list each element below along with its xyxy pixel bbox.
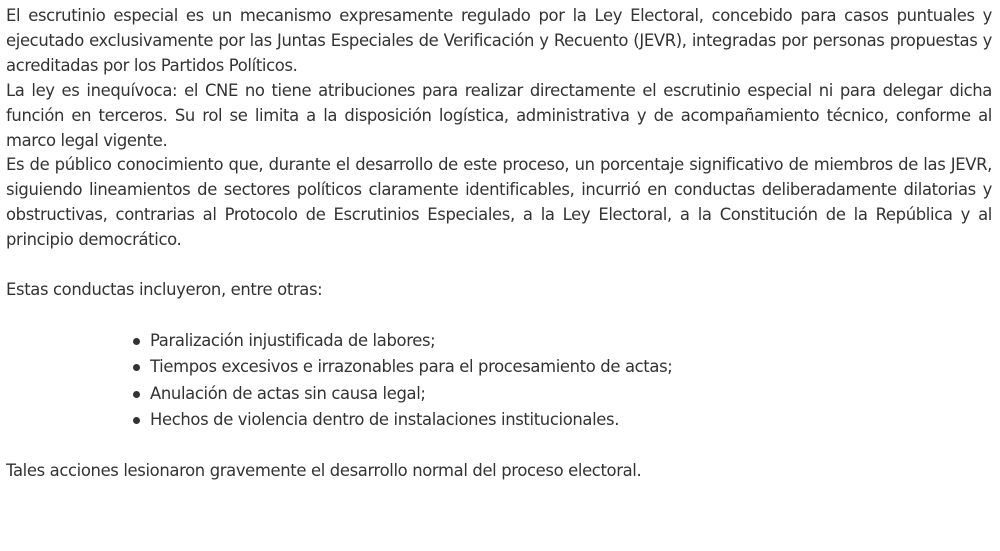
bullet-icon [133, 338, 140, 345]
bullet-icon [133, 417, 140, 424]
paragraph-spacer [6, 253, 992, 278]
list-item-text: Tiempos excesivos e irrazonables para el procesamiento de actas; [150, 357, 673, 377]
list-item [130, 381, 992, 408]
paragraph-spacer [6, 434, 992, 459]
paragraph-spacer [6, 303, 992, 328]
document-body [6, 4, 992, 484]
bullet-icon [133, 391, 140, 398]
paragraph-escrutinio-especial: El escrutinio especial es un mecanismo expresamente regulado por la Ley Electoral, concebido para casos puntuales y ejecutado exclusivamente por las Juntas Especiales de Verificación y Recuento (JEVR), integradas por personas propuestas y acreditadas por los Partidos Políticos. [6, 6, 992, 75]
list-item-text: Anulación de actas sin causa legal; [150, 383, 426, 403]
list-intro: Estas conductas incluyeron, entre otras: [6, 279, 323, 299]
list-item [130, 354, 992, 381]
bullet-icon [133, 364, 140, 371]
list-item [130, 328, 992, 355]
closing-paragraph: Tales acciones lesionaron gravemente el desarrollo normal del proceso electoral. [6, 460, 642, 480]
list-item [130, 407, 992, 434]
list-item-text: Hechos de violencia dentro de instalaciones institucionales. [150, 410, 620, 430]
paragraph-atribuciones-cne: La ley es inequívoca: el CNE no tiene atribuciones para realizar directamente el escrutinio especial ni para delegar dicha función en terceros. Su rol se limita a la disposición logística, administrativa y de acompañamiento técnico, conforme al marco legal vigente. [6, 80, 992, 150]
list-item-text: Paralización injustificada de labores; [150, 330, 436, 350]
conduct-list [6, 328, 992, 434]
paragraph-conductas-jevr: Es de público conocimiento que, durante el desarrollo de este proceso, un porcentaje significativo de miembros de las JEVR, siguiendo lineamientos de sectores políticos claramente identificables, incurrió en conductas deliberadamente dilatorias y obstructivas, contrarias al Protocolo de Escrutinios Especiales, a la Ley Electoral, a la Constitución de la República y al principio democrático. [6, 155, 992, 250]
